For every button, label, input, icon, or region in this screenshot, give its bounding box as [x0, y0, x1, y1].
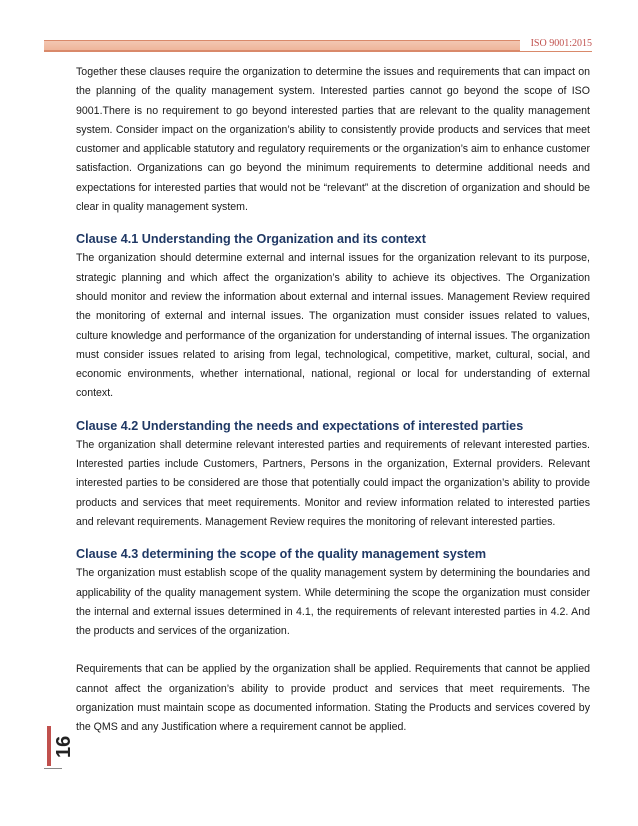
footer-rule [44, 768, 62, 769]
page-number-text: 16 [53, 735, 75, 758]
page-body [76, 63, 590, 738]
closing-paragraph: Requirements that can be applied by the organization shall be applied. Requirements that cannot be applied cannot affect the organization’s ability to provide product and services that meet requirements. The organization must maintain scope as documented information. Stating the Products and services covered by the QMS and any Justification where a requirement cannot be applied. [76, 663, 590, 734]
intro-paragraph: Together these clauses require the organization to determine the issues and requirements that can impact on the planning of the quality management system. Interested parties cannot go beyond the scope of ISO 9001.There is no requirement to go beyond interested parties that are relevant to the quality management system. Consider impact on the organization’s ability to consistently provide products and services that meet customer and applicable statutory and regulatory requirements or the organization’s aim to enhance customer satisfaction. Organizations can go beyond the minimum requirements to determine additional needs and expectations for interested parties that would not be “relevant” at the discretion of organization and should be clear in quality management system. [76, 66, 590, 214]
clause-4-3-paragraph: The organization must establish scope of the quality management system by determining the boundaries and applicability of the quality management system. While determining the scope the organization must consider the internal and external issues determined in 4.1, the requirements of relevant interested parties in 4.2. And the products and services of the organization. [76, 567, 590, 638]
clause-4-2-paragraph: The organization shall determine relevant interested parties and requirements of relevant interested parties. Interested parties include Customers, Partners, Persons in the organization, External providers. Relevant interested parties to be considered are those that potentially could impact the organization’s ability to provide products and services that meet requirements. Monitor and review information related to interested parties and relevant requirements. Management Review requires the monitoring of relevant interested parties. [76, 438, 590, 528]
page-number [43, 720, 73, 768]
header-decorative-band [44, 40, 520, 51]
header-rule [44, 51, 592, 52]
clause-4-1-heading: Clause 4.1 Understanding the Organization and its context [76, 232, 426, 247]
running-header-title: ISO 9001:2015 [530, 38, 592, 49]
clause-4-2-heading: Clause 4.2 Understanding the needs and expectations of interested parties [76, 418, 524, 433]
clause-4-1-paragraph: The organization should determine external and internal issues for the organization relevant to its purpose, strategic planning and which affect the organization’s ability to achieve its objectives. The Organization should monitor and review the information about external and internal issues. Management Review required the monitoring of external and internal issues. The organization must consider issues related to values, culture knowledge and performance of the organization for understanding of internal issues. The organization must consider issues related to arising from legal, technological, competitive, market, cultural, social, and economic environments, whether international, national, regional or local for understanding of external context. [76, 252, 590, 400]
clause-4-3-heading: Clause 4.3 determining the scope of the quality management system [76, 547, 487, 562]
page-number-bar [47, 726, 51, 766]
